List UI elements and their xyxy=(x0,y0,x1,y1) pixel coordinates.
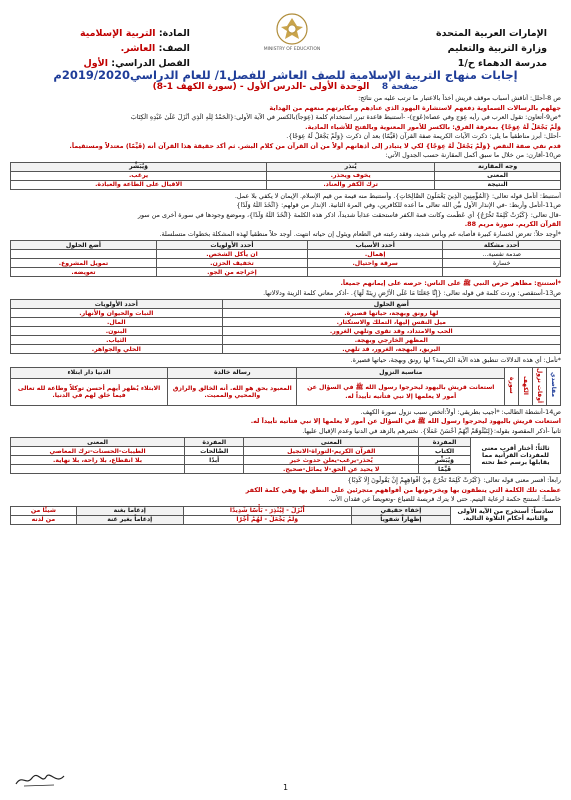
answer-line: استعانت قريش باليهود ليحرجوا رسول الله ﷺ في السؤال عن أمور لا يعلمها إلا نبي فتأتيه تأييداً له. xyxy=(250,417,561,426)
problem-solving-table: أحدد مشكلة أحدد الأسباب أحدد الأولويات أضع الحلول صدمة نفسية... إهمال. ان يأكل الشخص. خسارة سرقة واحتيال. تخفيف الحزن. تمويل المشروع. إخراجه من الجو. تعويضه. xyxy=(10,240,561,277)
question-line: رابعاً: أفسر معنى قوله تعالى: {كَبُرَتْ كَلِمَةً تَخْرُجُ مِنْ أَفْوَاهِهِمْ إِنْ يَقُولُونَ إِلَّا كَذِبًا} xyxy=(347,476,561,485)
page-number: 1 xyxy=(282,783,289,792)
question-line: ص13-أستقصي: وردت كلمة في قوله تعالى: {إِنَّا جَعَلْنَا مَا عَلَى الْأَرْضِ زِينَةً لَهَا}. -أذكر معاني كلمة الزينة ودلالاتها. xyxy=(263,288,561,297)
question-line: ص 8-أحلل: أناقش أسباب موقف قريش أخذاً بالاعتبار ما ترتب عليه من نتائج: xyxy=(358,94,561,102)
ministry-name: وزارة التربية والتعليم xyxy=(447,43,547,54)
page-title: إجابات منهاج التربية الإسلامية للصف العاشر للفصل1/ للعام الدراسي2019/2020م xyxy=(53,68,518,82)
question-line: *ص9-أتعاون: تقول العرب في رأيه عِوَج وفي عصاه(عَوَج)- -أستنبط قاعدة تبرر استخدام كلمة (عِوَجاً)بالكسر في الآية الأولى:{الْحَمْدُ لِلَّهِ الَّذِي أَنْزَلَ عَلَىٰ عَبْدِهِ الْكِتَابَ xyxy=(130,113,561,121)
answer-line: قدم نفي صفة النقص {وَلَمْ يَجْعَلْ لَهُ عِوَجًا} لكي لا يتبادر إلى أذهانهم أولاً من أن القرآن من كلام البشر. ثم أكد حقيقة هذا القرآن أنه (قَيِّمًا) معتدلاً ومستقيماً. xyxy=(69,141,561,150)
question-line: خامساً: أستنتج حكمة لرعاية اليتيم. حتى لا يترك فريسة للضياع -وتعويضاً عن فقدان الأب. xyxy=(328,495,561,504)
question-line: ص14-أنشطة الطالب: *أجيب بطريقي: أولاً:أتخص سبب نزول سورة الكهف. xyxy=(360,407,561,416)
question-line: *أوجد حلاً: تعرض لخسارة كبيرة فأصابه غم وبأس شديد، وفقد رغبته في الطعام ويئول إن حياته انتهت. أوجد حلاً منطقياً لهذه المشكلة بخطوات متسلسلة. xyxy=(159,229,561,238)
question-line: أستنبط: أتأمل قوله تعالى: {الْمُؤْمِنِينَ الَّذِينَ يَعْمَلُونَ الصَّالِحَاتِ}. وأستنبط منه قيمة من قيم الإسلام. الإيمان لا يكفي بلا عمل. xyxy=(234,191,561,200)
question-line: ص10-أقارن: من خلال ما سبق أكمل المقارنة حسب الجدول الآتي: xyxy=(385,151,561,159)
tajweed-table: سادساً: أستخرج من الآية الأولى والثانية أحكام التلاوة التالية. إخفاء حقيقي أَنْزَلَ - لِيُنْذِرَ - بَأْسًا شَدِيدًا إدغاما بغنة شيئًا من إظهاراً شفوياً وَلَمْ يَجْعَلْ - لَهُمْ أَجْرًا إدغاماً بغير غنة من لدنه xyxy=(10,506,561,525)
falcon-emblem-icon xyxy=(275,12,309,46)
lesson-subtitle: صفحة 8 الوحدة الأولى -الدرس الأول - (سورة الكهف 1-8) xyxy=(152,82,419,92)
revelation-occasion-table: مقاصدي أوقات نزول الكهف سورة مناسبة النزول رسالة خالدة الدنيا دار ابتلاء استعانت قريش باليهود ليحرجوا رسول الله ﷺ في السؤال عن أمور لا يعلمها إلا نبي فتأتيه تأييداً له. المعبود بحق هو الله. أنه الخالق والرازق والمحيي والمميت. الابتلاء يُظهر أيهم أحسن توكلاً وطاعة لله تعالى فيما خلق لهم في الدنيا. xyxy=(10,367,561,406)
question-line: -أحلل: أبرز مناطقياً ما يلي: ذكرت الآيات الكريمة صفة القرآن (قَيِّمًا) بعد أن ذكرت {وَلَمْ يَجْعَلْ لَهُ عِوَجًا}. xyxy=(286,132,561,140)
answer-line: عظمت تلك الكلمة التي ينطقون بها ويخرجونها من أفواههم متجرئين على النطق بها وهي كلمة الكفر xyxy=(245,485,561,494)
school-name: مدرسة الدهماء ح/1 xyxy=(457,58,547,69)
answer-line: *أستنتج: مظاهر حرص النبي ﷺ على الناس: حرصه على إيمانهم جميعاً. xyxy=(340,279,561,287)
vocabulary-table: ثالثاً: أختار أقرب معنى للمفردات القرآنية مما يقابلها برسم خط تحته المفردة المعنى المفردة المعنى الكتاب القرآن الكريم-التوراة-الانجيل الصَّالحات الطيبات-الحسنات-ترك المعاصي وَيُبَشِّر يُحذر-يرغب-يعلن حدوث خير أبدًا بلا انقطاع، بلا راحة، بلا نهاية. قَيِّمًا لا يحيد عن الحق-لا يمائل-صحيح. xyxy=(10,437,561,474)
question-line: ثانياً -أذكر المقصود بقوله:{لِنَبْلُوَهُمْ أَيُّهُمْ أَحْسَنُ عَمَلًا}. نختبرهم بالزهد في الدنيا وعدم الإقبال عليها. xyxy=(302,426,561,435)
question-line: -قال تعالى: {كَبُرَتْ كَلِمَةً تَخْرُجُ} أي عَظُمت وكانت قمة الكفر فاستحقت عذاباً شديداً، اذكر هذه الكلمة {اتَّخَذَ اللَّهُ وَلَدًا}، وموضع وجودها في سورة أخرى من سور xyxy=(137,210,561,219)
country-name: الإمارات العربية المتحدة xyxy=(436,28,547,39)
answer-line: وَلَمْ يَجْعَلْ لَهُ عِوَجًا} بمعرفة الفرق: بالكسر للأمور المعنوية وبالفتح للأشياء المادية. xyxy=(305,122,561,131)
subject-info xyxy=(80,26,190,71)
uae-emblem xyxy=(242,12,342,52)
question-line: ص11-أتأمل وأربط: -في الإنذار الأول بيَّن الله تعالى ما أعده للكافرين، وفي المرة الثانية. الإنذار من قولهم: {اتَّخَذَ اللَّهُ وَلَدًا} xyxy=(236,201,561,209)
zeena-meanings-table: أضع الحلول أحدد الأولويات لها رونق وبهجة، حياتها قصيرة. النبات والحيوان والأنهار. ميل النفس إليها، التملك والاستكثار. المال. الحب والامتداد، وقد تقوى وتلهي الغرور. البنون. المظهر الخارجي وبهجة. الثياب. البريق، البهجة، الغرور، قد تلهي. الحلي والجواهر. xyxy=(10,299,561,354)
subject-row: المادة: التربية الإسلامية xyxy=(80,28,190,39)
school-info xyxy=(436,26,547,71)
answer-line: القرآن الكريم. سورة مريم 88. xyxy=(464,220,561,228)
question-line: *تأمل: أي هذه الدلالات تنطبق هذه الآية الكريمة؟ لها رونق وبهجة، حياتها قصيرة. xyxy=(350,356,561,364)
comparison-table: وجه المقارنة يُنذر وَيُبَشِّر المعنى يخوف ويحذر. يرغب. النتيجة ترك الكفر والعناد. الاقبال على الطاعة والعبادة. xyxy=(10,162,561,190)
ministry-caption: MINISTRY OF EDUCATION xyxy=(263,47,321,52)
answer-line: جهلهم بالرسالات السماوية دفعهم لاستشارة اليهود الذي عنادهم ومكابرتهم منعهم من الهداية xyxy=(269,103,561,112)
semester-row: الفصل الدراسي: الأول xyxy=(83,58,190,69)
page-header xyxy=(10,6,561,68)
grade-row: الصف: العاشر. xyxy=(120,43,190,54)
